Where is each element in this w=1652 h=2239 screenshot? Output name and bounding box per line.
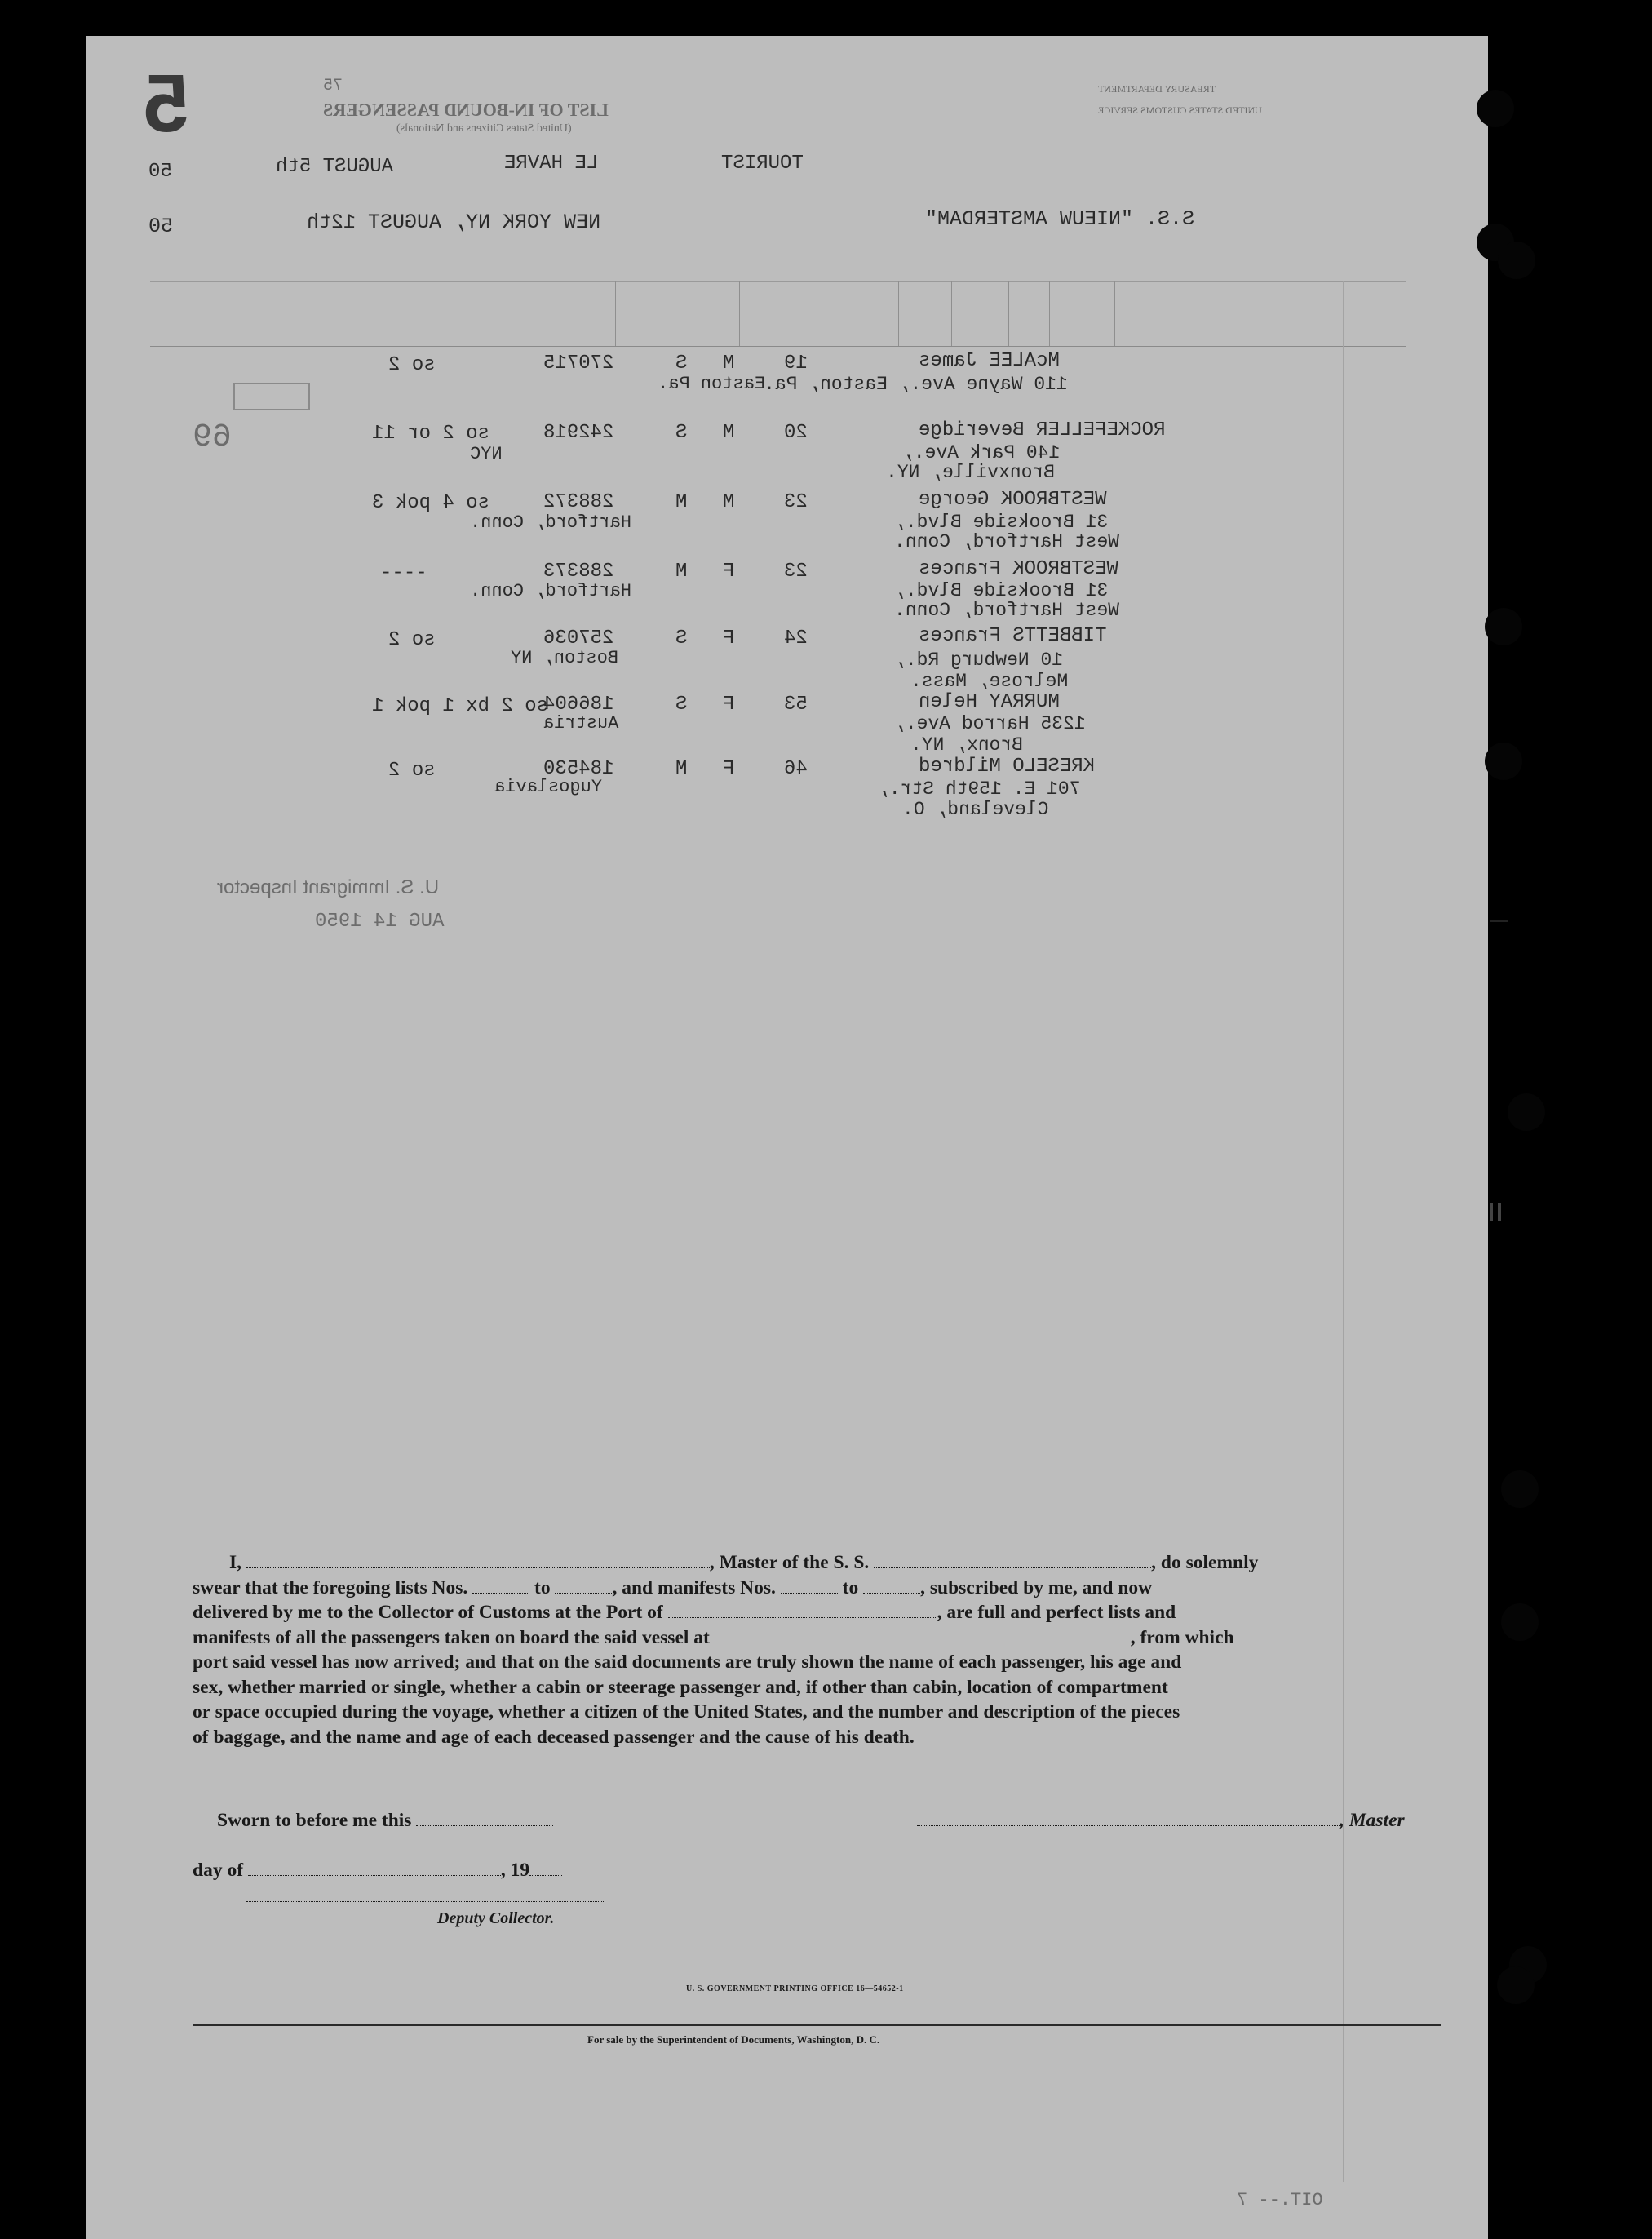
footer-rule (193, 2024, 1441, 2026)
passenger-name: McALEE James (919, 350, 1060, 372)
address-line: 10 Newburg Rd., (894, 650, 1064, 671)
compartment: so 2 or 11 (372, 423, 490, 445)
compartment: ---- (380, 562, 427, 584)
passenger-name: KRESELO Mildred (919, 756, 1096, 778)
inspection-date-stamp: AUG 14 1950 (315, 911, 445, 933)
passenger-sex: M (723, 352, 735, 375)
passport-number: 242918 (543, 422, 614, 444)
embark-port-blank[interactable] (715, 1626, 1131, 1643)
printing-office: U. S. GOVERNMENT PRINTING OFFICE 16—54652-1 (686, 1984, 904, 1993)
address-line: 31 Brookside Blvd., (894, 512, 1109, 533)
passenger-age: 19 (784, 352, 808, 375)
oath-i: I, (229, 1552, 242, 1573)
deputy-collector-label: Deputy Collector. (437, 1909, 555, 1927)
passenger-age: 46 (784, 758, 808, 780)
arrival-port-date: NEW YORK NY, AUGUST 12th (307, 211, 601, 234)
master-label: , Master (1340, 1810, 1405, 1831)
manifest-to-blank[interactable] (863, 1576, 920, 1594)
oath-line: , are full and perfect lists and (937, 1602, 1176, 1623)
year-blank[interactable] (529, 1859, 562, 1876)
departure-port: LE HAVRE (504, 153, 599, 175)
compartment: so 2 (388, 629, 436, 651)
sworn-day-blank[interactable] (416, 1809, 553, 1826)
service-label: UNITED STATES CUSTOMS SERVICE (1098, 104, 1262, 116)
passenger-status: S (675, 352, 688, 375)
address-line: Melrose, Mass. (910, 671, 1069, 692)
vessel-name: S.S. "NIEUW AMSTERDAM" (925, 207, 1195, 231)
compartment: so 2 (388, 760, 436, 782)
oath-line: delivered by me to the Collector of Customs at the Port of (193, 1602, 663, 1623)
oath-line: of baggage, and the name and age of each deceased passenger and the cause of his death. (193, 1726, 915, 1748)
passenger-sex: M (723, 491, 735, 513)
passenger-status: S (675, 694, 688, 716)
passenger-name: MURRAY Helen (919, 691, 1060, 713)
list-from-blank[interactable] (472, 1576, 529, 1594)
address-line: 1235 Harrod Ave., (894, 713, 1086, 734)
master-signature-blank[interactable] (917, 1809, 1340, 1826)
form-subtitle: (United States Citizens and Nationals) (396, 122, 572, 135)
passenger-age: 20 (784, 422, 808, 444)
punch-hole (1501, 1603, 1539, 1641)
compartment: so 2 (388, 354, 436, 376)
passenger-status: S (675, 422, 688, 444)
passenger-age: 23 (784, 491, 808, 513)
page-number: 5 (144, 58, 189, 149)
inspector-stamp: U. S. Immigrant Inspector (217, 876, 440, 898)
list-to-blank[interactable] (555, 1576, 612, 1594)
passport-issued: Austria (543, 713, 619, 734)
sworn-label: Sworn to before me this (217, 1808, 553, 1833)
address-line: 110 Wayne Ave., Easton, Pa. (764, 374, 1068, 395)
passenger-name: ROCKEFELLER Beveridge (919, 419, 1166, 441)
arrival-year: 50 (148, 215, 174, 238)
passenger-sex: F (723, 627, 735, 650)
passenger-sex: F (723, 561, 735, 583)
deputy-signature-line[interactable] (246, 1901, 605, 1902)
compartment: so 4 pok 3 (372, 492, 490, 514)
oath-line: , from which (1130, 1626, 1234, 1648)
passport-issued: NYC (470, 444, 503, 464)
passenger-sex: F (723, 758, 735, 780)
passport-issued: Yugoslavia (494, 777, 603, 797)
stamp-box (233, 383, 310, 410)
passenger-name: TIBBETTS Frances (919, 625, 1107, 647)
passenger-sex: M (723, 422, 735, 444)
oath-to: to (842, 1576, 859, 1598)
sale-notice: For sale by the Superintendent of Documents, Washington, D. C. (587, 2033, 880, 2046)
month-blank[interactable] (248, 1859, 501, 1876)
address-line: 31 Brookside Blvd., (894, 580, 1109, 601)
departure-date: AUGUST 5th (276, 156, 394, 178)
card-number: 75 (323, 77, 343, 95)
oath-line: , subscribed by me, and now (920, 1576, 1153, 1598)
oath-paragraph (193, 1550, 1400, 1749)
passport-issued: Easton Pa. (658, 374, 766, 394)
corner-code: OIT.-- 7 (1237, 2190, 1323, 2210)
oath-line: , and manifests Nos. (612, 1576, 776, 1598)
address-line: 701 E. 159th Str., (878, 778, 1081, 800)
oath-solemnly: , do solemnly (1151, 1552, 1259, 1573)
address-line: Bronxville, NY. (886, 462, 1056, 483)
passenger-status: S (675, 627, 688, 650)
day-of-label: day of (193, 1860, 244, 1881)
oath-line: manifests of all the passengers taken on board the said vessel at (193, 1626, 710, 1648)
passport-issued: Hartford, Conn. (470, 581, 632, 601)
punch-hole (1497, 1966, 1535, 2004)
compartment: so 2 bx 1 pok 1 (372, 695, 549, 717)
passenger-age: 24 (784, 627, 808, 650)
passenger-status: M (675, 758, 688, 780)
passenger-name: WESTBROOK George (919, 489, 1107, 511)
master-signature (917, 1808, 1405, 1833)
oath-line: port said vessel has now arrived; and that on the said documents are truly shown the name of each passenger, his age and (193, 1652, 1182, 1673)
side-number: 69 (193, 419, 233, 456)
punch-hole (1485, 743, 1522, 780)
port-blank[interactable] (668, 1601, 937, 1618)
address-line: Bronx, NY. (910, 734, 1024, 756)
passport-number: 288372 (543, 491, 614, 513)
passenger-class: TOURIST (721, 153, 804, 175)
passenger-status: M (675, 491, 688, 513)
master-name-blank[interactable] (246, 1551, 710, 1568)
punch-hole (1501, 1470, 1539, 1508)
punch-hole (1498, 242, 1535, 279)
passport-number: 270715 (543, 352, 614, 375)
form-title: LIST OF IN-BOUND PASSENGERS (323, 100, 609, 120)
manifest-from-blank[interactable] (781, 1576, 838, 1594)
passport-issued: Hartford, Conn. (470, 512, 632, 533)
passenger-age: 53 (784, 694, 808, 716)
treasury-label: TREASURY DEPARTMENT (1098, 83, 1216, 95)
year-label: , 19 (500, 1860, 530, 1881)
departure-year: 50 (148, 161, 172, 183)
oath-line: or space occupied during the voyage, whether a citizen of the United States, and the number and description of the pieces (193, 1701, 1180, 1722)
passport-number: 288373 (543, 561, 614, 583)
passenger-name: WESTBROOK Frances (919, 558, 1118, 580)
oath-master-of: , Master of the S. S. (709, 1552, 870, 1573)
passenger-sex: F (723, 694, 735, 716)
address-line: West Hartford, Conn. (894, 600, 1120, 621)
day-of-line (193, 1858, 562, 1883)
passport-number: 184530 (543, 758, 614, 780)
address-line: 140 Park Ave., (902, 442, 1061, 463)
passport-number: 186604 (543, 694, 614, 716)
punch-hole (1508, 1093, 1545, 1131)
passport-issued: Boston, NY (511, 648, 619, 668)
punch-hole (1477, 90, 1514, 127)
address-line: West Hartford, Conn. (894, 531, 1120, 552)
vessel-name-blank[interactable] (874, 1551, 1151, 1568)
manifest-page (86, 36, 1488, 2239)
oath-to: to (534, 1576, 551, 1598)
address-line: Cleveland, O. (902, 799, 1049, 820)
oath-line: swear that the foregoing lists Nos. (193, 1576, 468, 1598)
punch-hole (1485, 608, 1522, 645)
passenger-age: 23 (784, 561, 808, 583)
passport-number: 257036 (543, 627, 614, 650)
passenger-status: M (675, 561, 688, 583)
oath-line: sex, whether married or single, whether a cabin or steerage passenger and, if other than cabin, location of compartment (193, 1676, 1168, 1698)
